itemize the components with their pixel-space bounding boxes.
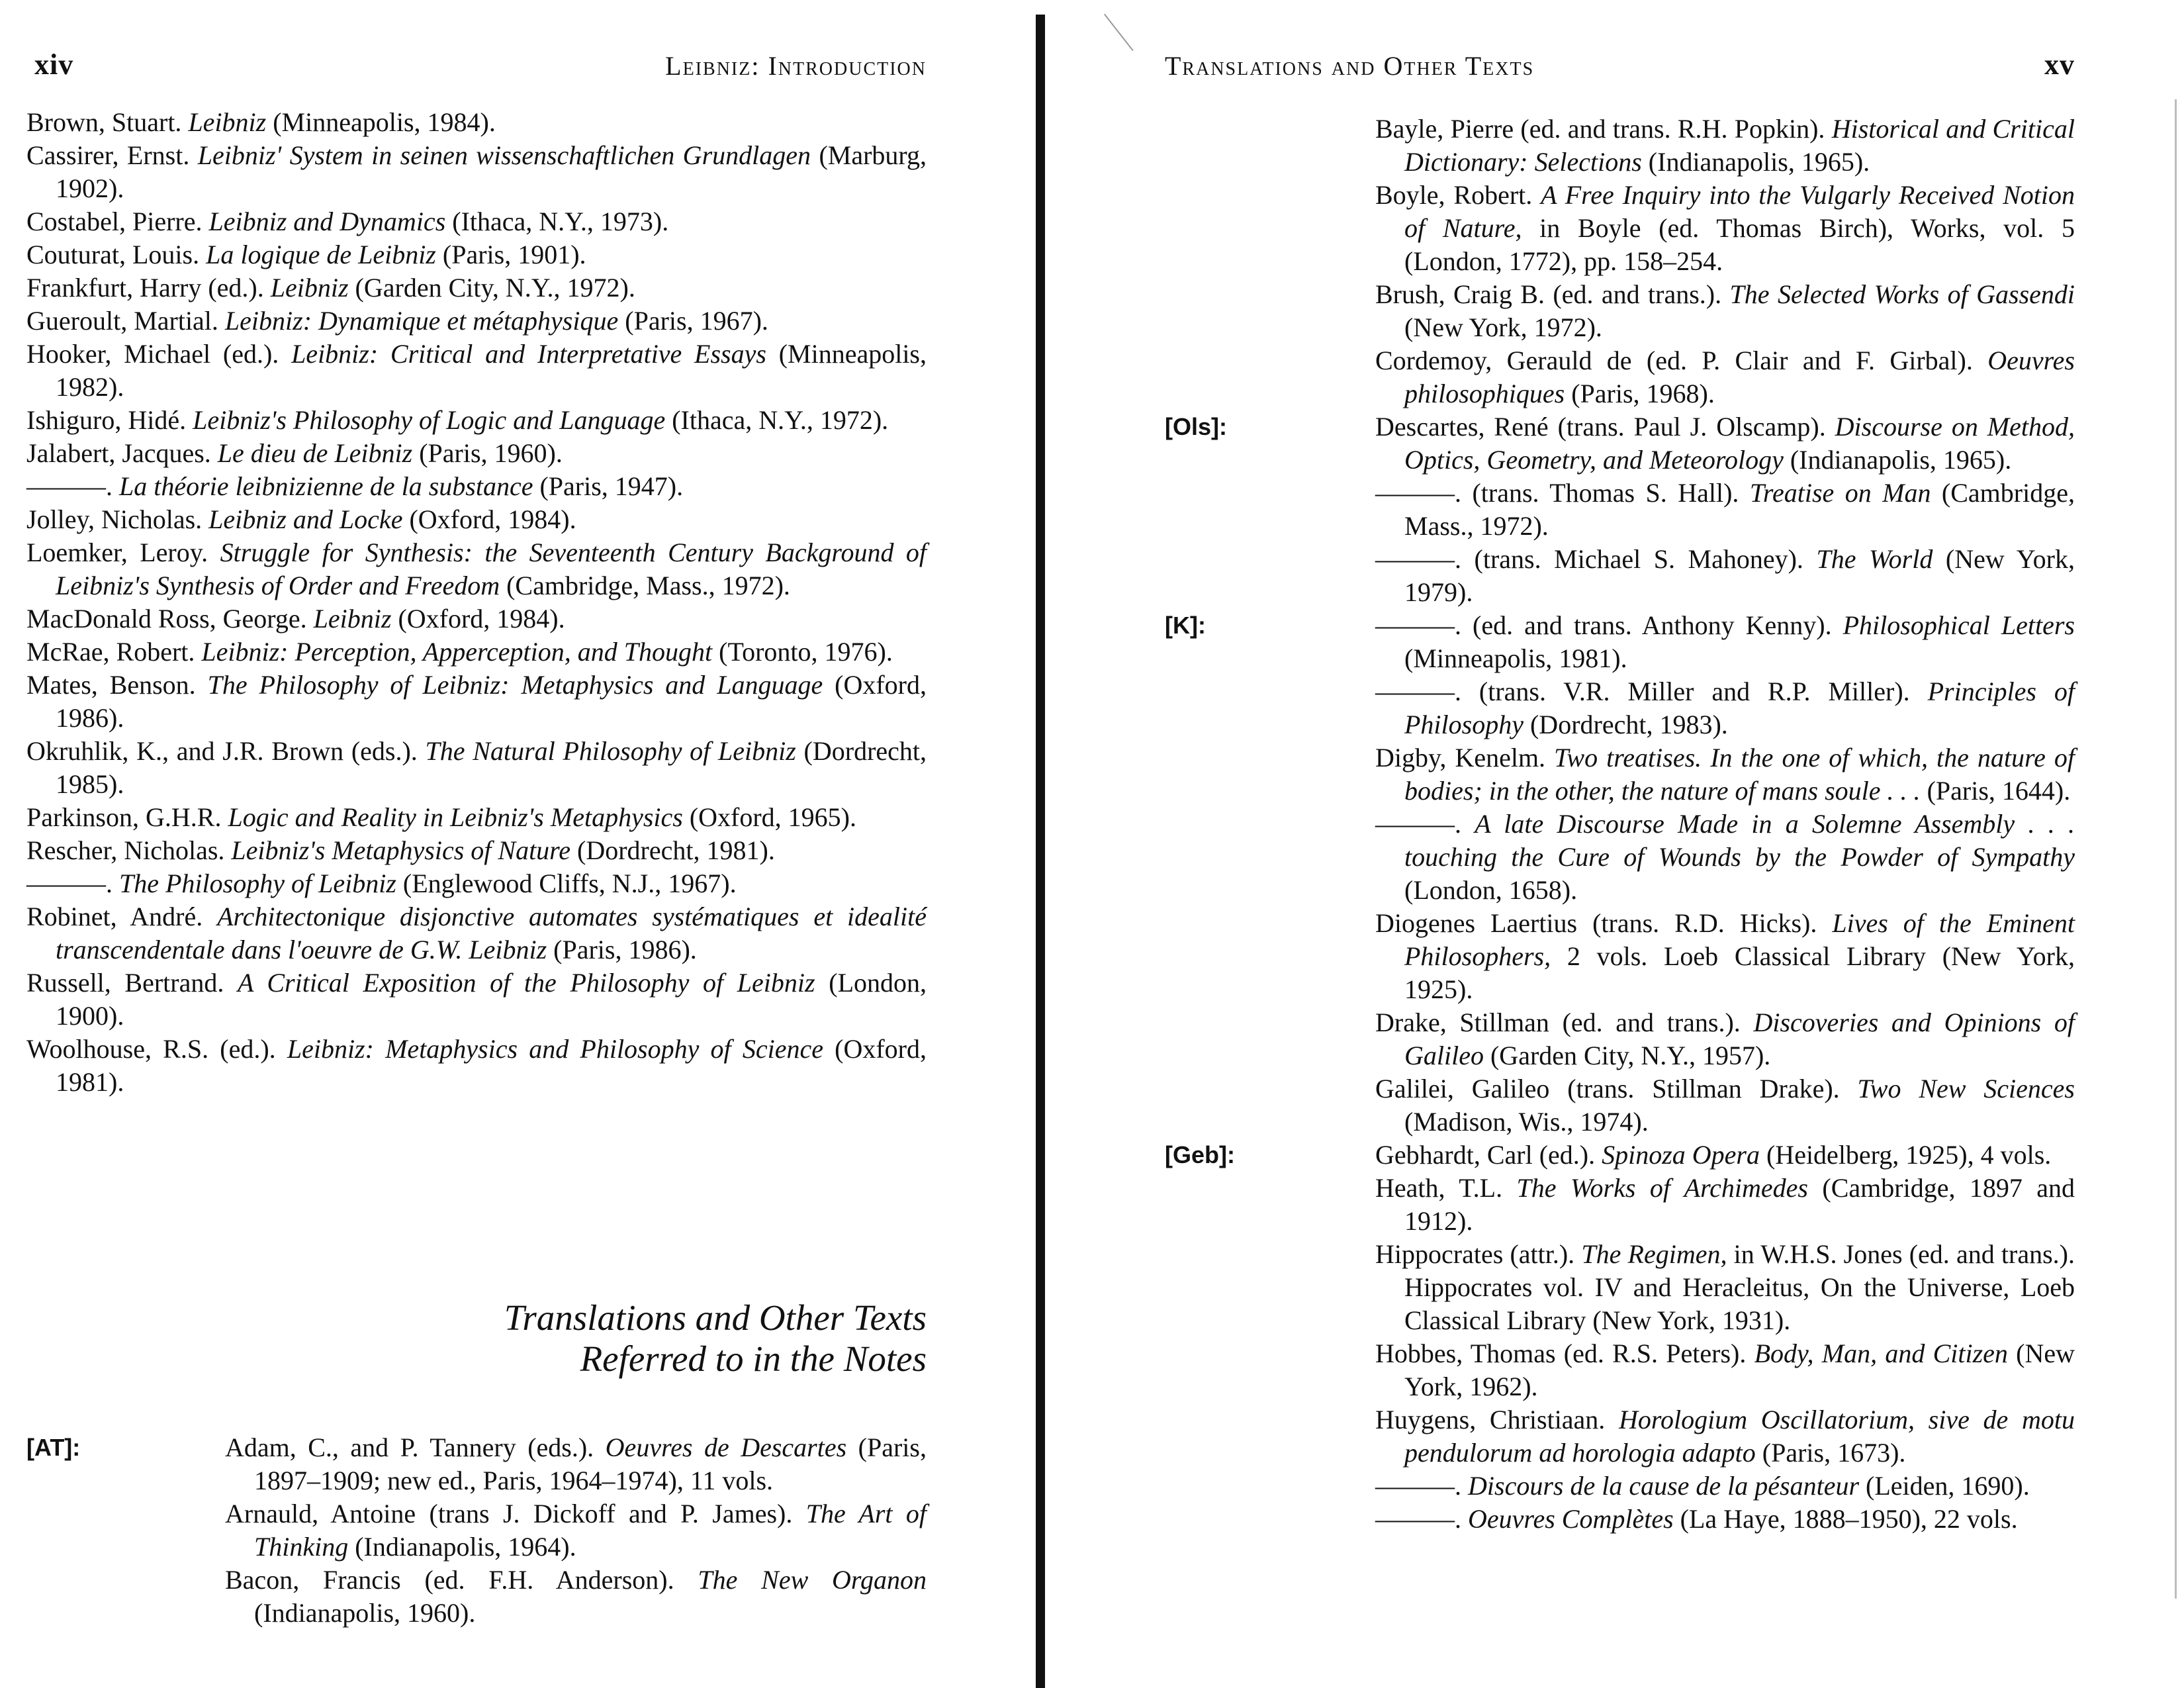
bibliography-entry <box>26 1033 927 1099</box>
entry-title: Two treatises. In the one of which, the nature of bodies; in the other, the nature of mans soule . . . <box>1404 743 2075 806</box>
right-page <box>1165 0 2075 1688</box>
entry-details: (Dordrecht, 1985). <box>56 736 927 799</box>
bibliography-entry <box>26 669 927 735</box>
entry-author: ———. (trans. V.R. Miller and R.P. Miller). <box>1375 677 1928 706</box>
bibliography-entry <box>26 503 927 536</box>
entry-title: Architectonique disjonctive automates systématiques et idealité transcendentale dans l'oeuvre de G.W. Leibniz <box>56 902 927 964</box>
entry-author: Loemker, Leroy. <box>26 538 220 567</box>
entry-details: (Englewood Cliffs, N.J., 1967). <box>396 868 737 898</box>
left-page <box>26 0 927 1688</box>
entry-title: The Natural Philosophy of Leibniz <box>425 736 796 766</box>
entry-title: Leibniz's Metaphysics of Nature <box>231 835 571 865</box>
entry-author: Cassirer, Ernst. <box>26 140 198 170</box>
bibliography-entry <box>1375 344 2075 410</box>
entry-author: Heath, T.L. <box>1375 1173 1517 1203</box>
entry-author: Rescher, Nicholas. <box>26 835 232 865</box>
entry-details: (Minneapolis, 1984). <box>266 107 496 137</box>
scan-mark <box>1104 14 1134 51</box>
entry-author: ———. <box>26 471 119 501</box>
entry-author: ———. <box>1375 809 1475 839</box>
entry-details: (Oxford, 1984). <box>391 604 565 633</box>
entry-title: Oeuvres de Descartes <box>605 1432 847 1462</box>
entry-author: Mates, Benson. <box>26 670 208 700</box>
entry-author: Descartes, René (trans. Paul J. Olscamp). <box>1375 412 1835 442</box>
entry-author: ———. <box>1375 1504 1468 1534</box>
bibliography-entry <box>1375 1238 2075 1337</box>
citation-key: [AT]: <box>26 1434 81 1461</box>
entry-details: (Cambridge, Mass., 1972). <box>500 571 790 600</box>
bibliography-entry <box>26 106 927 139</box>
bibliography-entry <box>26 867 927 900</box>
entry-details: (London, 1900). <box>56 968 927 1031</box>
page-number: xv <box>2044 48 2075 81</box>
entry-details: (Oxford, 1984). <box>402 504 576 534</box>
entry-details: in W.H.S. Jones (ed. and trans.). Hippocrates vol. IV and Heracleitus, On the Universe, Loeb Classical Library (New York, 1931). <box>1404 1239 2075 1335</box>
entry-author: Brown, Stuart. <box>26 107 189 137</box>
translations-list <box>1165 113 2075 1536</box>
bibliography-entry <box>26 536 927 602</box>
entry-details: (Indianapolis, 1960). <box>254 1598 476 1628</box>
entry-title: Leibniz <box>188 107 267 137</box>
entry-author: Diogenes Laertius (trans. R.D. Hicks). <box>1375 908 1833 938</box>
entry-title: Treatise on Man <box>1749 478 1931 508</box>
entry-title: Discours de la cause de la pésanteur <box>1468 1471 1860 1501</box>
entry-details: (Indianapolis, 1965). <box>1641 147 1870 177</box>
entry-author: Gebhardt, Carl (ed.). <box>1375 1140 1602 1170</box>
entry-title: Leibniz: Critical and Interpretative Essays <box>291 339 766 369</box>
entry-details: (Indianapolis, 1965). <box>1783 445 2012 475</box>
bibliography-entry <box>26 602 927 635</box>
entry-author: Drake, Stillman (ed. and trans.). <box>1375 1008 1754 1037</box>
entry-details: (Paris, 1897–1909; new ed., Paris, 1964–1974), 11 vols. <box>254 1432 927 1495</box>
entry-title: La logique de Leibniz <box>206 240 436 269</box>
entry-title: Body, Man, and Citizen <box>1754 1338 2008 1368</box>
bibliography-entry <box>26 801 927 834</box>
entry-details: (Minneapolis, 1982). <box>56 339 927 402</box>
entry-author: Ishiguro, Hidé. <box>26 405 193 435</box>
entry-details: (New York, 1962). <box>1404 1338 2075 1401</box>
entry-details: (Paris, 1986). <box>547 935 697 964</box>
entry-details: (Paris, 1644). <box>1920 776 2071 806</box>
entry-title: Two New Sciences <box>1857 1074 2075 1103</box>
entry-title: A Critical Exposition of the Philosophy of Leibniz <box>238 968 815 998</box>
entry-details: (Oxford, 1965). <box>682 802 856 832</box>
entry-details: (Indianapolis, 1964). <box>348 1532 576 1562</box>
entry-author: Parkinson, G.H.R. <box>26 802 228 832</box>
entry-title: Leibniz's Philosophy of Logic and Language <box>193 405 666 435</box>
entry-details: (Paris, 1968). <box>1565 379 1715 408</box>
bibliography-entry <box>1375 1006 2075 1072</box>
entry-details: (New York, 1979). <box>1404 544 2075 607</box>
entry-details: (Paris, 1947). <box>533 471 684 501</box>
bibliography-entry <box>1375 113 2075 179</box>
bibliography-entry <box>26 205 927 238</box>
translations-list <box>26 1431 927 1630</box>
entry-title: Principles of Philosophy <box>1404 677 2075 739</box>
entry-author: Russell, Bertrand. <box>26 968 238 998</box>
entry-title: Leibniz: Perception, Apperception, and Thought <box>201 637 713 667</box>
entry-title: The Selected Works of Gassendi <box>1729 279 2075 309</box>
bibliography-entry <box>26 635 927 669</box>
citation-key: [Geb]: <box>1165 1141 1235 1168</box>
entry-author: Brush, Craig B. (ed. and trans.). <box>1375 279 1730 309</box>
running-head <box>1165 48 2075 87</box>
bibliography-entry <box>1165 609 2075 675</box>
bibliography-entry <box>1375 278 2075 344</box>
section-heading-line: Referred to in the Notes <box>580 1338 927 1379</box>
bibliography-entry <box>26 735 927 801</box>
bibliography-entry <box>1375 1503 2075 1536</box>
citation-key: [K]: <box>1165 612 1206 639</box>
bibliography-entry <box>1375 907 2075 1006</box>
bibliography-entry <box>225 1564 927 1630</box>
entry-author: Bayle, Pierre (ed. and trans. R.H. Popkin). <box>1375 114 1832 144</box>
bibliography-entry <box>26 271 927 305</box>
entry-author: Couturat, Louis. <box>26 240 206 269</box>
page-edge-rule <box>2175 99 2177 1599</box>
bibliography-entry <box>1375 1403 2075 1470</box>
entry-author: ———. (trans. Thomas S. Hall). <box>1375 478 1750 508</box>
entry-title: Leibniz <box>270 273 349 303</box>
bibliography-entry <box>1165 410 2075 477</box>
entry-details: (Cambridge, 1897 and 1912). <box>1404 1173 2075 1236</box>
entry-details: (Dordrecht, 1981). <box>570 835 775 865</box>
entry-author: Costabel, Pierre. <box>26 207 209 236</box>
entry-title: The Art of Thinking <box>254 1499 927 1562</box>
entry-title: Leibniz: Dynamique et métaphysique <box>224 306 619 336</box>
entry-author: ———. (ed. and trans. Anthony Kenny). <box>1375 610 1843 640</box>
bibliography-entry <box>1375 1470 2075 1503</box>
entry-title: Oeuvres Complètes <box>1468 1504 1674 1534</box>
entry-author: Digby, Kenelm. <box>1375 743 1555 773</box>
entry-details: (Cambridge, Mass., 1972). <box>1404 478 2075 541</box>
bibliography-entry <box>1375 1337 2075 1403</box>
bibliography-list <box>26 106 927 1099</box>
bibliography-entry <box>1375 179 2075 278</box>
entry-author: Hooker, Michael (ed.). <box>26 339 292 369</box>
entry-title: Le dieu de Leibniz <box>217 438 413 468</box>
entry-details: (Oxford, 1986). <box>56 670 927 733</box>
entry-author: Gueroult, Martial. <box>26 306 225 336</box>
bibliography-entry <box>26 404 927 437</box>
entry-details: (Paris, 1960). <box>412 438 563 468</box>
entry-title: Horologium Oscillatorium, sive de motu pendulorum ad horologia adapto <box>1404 1405 2075 1468</box>
entry-details: (La Haye, 1888–1950), 22 vols. <box>1673 1504 2018 1534</box>
entry-title: Leibniz' System in seinen wissenschaftlichen Grundlagen <box>197 140 811 170</box>
entry-title: Leibniz: Metaphysics and Philosophy of Science <box>287 1034 823 1064</box>
entry-details: (Oxford, 1981). <box>56 1034 927 1097</box>
entry-author: Hobbes, Thomas (ed. R.S. Peters). <box>1375 1338 1754 1368</box>
entry-details: (London, 1658). <box>1404 875 1578 905</box>
bibliography-entry <box>225 1497 927 1564</box>
entry-author: Adam, C., and P. Tannery (eds.). <box>225 1432 606 1462</box>
section-heading <box>504 1297 927 1380</box>
entry-author: Okruhlik, K., and J.R. Brown (eds.). <box>26 736 426 766</box>
entry-author: Hippocrates (attr.). <box>1375 1239 1582 1269</box>
entry-details: (Ithaca, N.Y., 1973). <box>445 207 669 236</box>
entry-author: Woolhouse, R.S. (ed.). <box>26 1034 287 1064</box>
entry-author: Jalabert, Jacques. <box>26 438 218 468</box>
entry-author: McRae, Robert. <box>26 637 202 667</box>
entry-author: ———. (trans. Michael S. Mahoney). <box>1375 544 1817 574</box>
entry-author: Galilei, Galileo (trans. Stillman Drake). <box>1375 1074 1858 1103</box>
bibliography-entry <box>1375 808 2075 907</box>
entry-details: (Garden City, N.Y., 1957). <box>1483 1041 1771 1070</box>
entry-title: Struggle for Synthesis: the Seventeenth Century Background of Leibniz's Synthesis of Order and Freedom <box>56 538 927 600</box>
entry-title: La théorie leibnizienne de la substance <box>119 471 533 501</box>
bibliography-entry <box>1375 1172 2075 1238</box>
entry-title: Logic and Reality in Leibniz's Metaphysics <box>228 802 683 832</box>
bibliography-entry <box>26 834 927 867</box>
bibliography-entry <box>1375 675 2075 741</box>
entry-author: ———. <box>26 868 119 898</box>
entry-author: Jolley, Nicholas. <box>26 504 209 534</box>
entry-details: (Garden City, N.Y., 1972). <box>348 273 635 303</box>
page-number: xiv <box>34 48 74 81</box>
bibliography-entry <box>26 305 927 338</box>
entry-title: The World <box>1816 544 1933 574</box>
entry-title: Leibniz and Locke <box>208 504 403 534</box>
bibliography-entry <box>26 437 927 470</box>
section-heading-line: Translations and Other Texts <box>504 1297 927 1338</box>
bibliography-entry <box>1375 741 2075 808</box>
entry-title: The Philosophy of Leibniz: Metaphysics and Language <box>207 670 823 700</box>
entry-author: Boyle, Robert. <box>1375 180 1541 210</box>
entry-details: (Madison, Wis., 1974). <box>1404 1107 1649 1137</box>
bibliography-entry <box>26 1431 927 1497</box>
bibliography-entry <box>1375 543 2075 609</box>
citation-key: [Ols]: <box>1165 413 1227 440</box>
bibliography-entry <box>26 238 927 271</box>
running-head <box>26 48 927 87</box>
entry-title: Discoveries and Opinions of Galileo <box>1404 1008 2075 1070</box>
entry-details: (New York, 1972). <box>1404 312 1602 342</box>
entry-title: Lives of the Eminent Philosophers, <box>1404 908 2075 971</box>
bibliography-entry <box>26 470 927 503</box>
entry-author: Robinet, André. <box>26 902 218 931</box>
entry-details: (Dordrecht, 1983). <box>1523 710 1728 739</box>
entry-title: Leibniz and Dynamics <box>208 207 446 236</box>
entry-details: (Marburg, 1902). <box>56 140 927 203</box>
entry-title: A late Discourse Made in a Solemne Assembly . . . touching the Cure of Wounds by the Powder of Sympathy <box>1404 809 2075 872</box>
entry-details: (Paris, 1673). <box>1755 1438 1906 1468</box>
entry-details: (Leiden, 1690). <box>1859 1471 2030 1501</box>
bibliography-entry <box>1375 1072 2075 1139</box>
entry-title: Philosophical Letters <box>1843 610 2075 640</box>
entry-title: Historical and Critical Dictionary: Selections <box>1404 114 2075 177</box>
entry-details: in Boyle (ed. Thomas Birch), Works, vol. 5 (London, 1772), pp. 158–254. <box>1404 213 2075 276</box>
bibliography-entry <box>1375 477 2075 543</box>
bibliography-entry <box>26 139 927 205</box>
bibliography-entry <box>26 966 927 1033</box>
entry-title: Spinoza Opera <box>1602 1140 1760 1170</box>
entry-author: Huygens, Christiaan. <box>1375 1405 1619 1434</box>
entry-title: The New Organon <box>698 1565 927 1595</box>
entry-title: Oeuvres philosophiques <box>1404 346 2075 408</box>
entry-details: (Paris, 1901). <box>435 240 586 269</box>
entry-author: Frankfurt, Harry (ed.). <box>26 273 271 303</box>
entry-title: Discourse on Method, Optics, Geometry, and Meteorology <box>1404 412 2075 475</box>
entry-author: MacDonald Ross, George. <box>26 604 314 633</box>
entry-details: (Minneapolis, 1981). <box>1404 643 1627 673</box>
entry-details: (Paris, 1967). <box>618 306 768 336</box>
entry-author: Cordemoy, Gerauld de (ed. P. Clair and F. Girbal). <box>1375 346 1988 375</box>
bibliography-entry <box>26 338 927 404</box>
entry-author: Arnauld, Antoine (trans J. Dickoff and P. James). <box>225 1499 806 1528</box>
entry-details: 2 vols. Loeb Classical Library (New York, 1925). <box>1404 941 2075 1004</box>
entry-author: ———. <box>1375 1471 1468 1501</box>
entry-title: A Free Inquiry into the Vulgarly Received Notion of Nature, <box>1404 180 2075 243</box>
entry-details: (Ithaca, N.Y., 1972). <box>665 405 889 435</box>
entry-details: (Heidelberg, 1925), 4 vols. <box>1759 1140 2052 1170</box>
running-head-title: Translations and Other Texts <box>1165 51 1535 81</box>
running-head-title: Leibniz: Introduction <box>665 51 927 81</box>
bibliography-entry <box>26 900 927 966</box>
entry-author: Bacon, Francis (ed. F.H. Anderson). <box>225 1565 698 1595</box>
book-gutter <box>1036 15 1045 1688</box>
entry-details: (Toronto, 1976). <box>712 637 893 667</box>
bibliography-entry <box>1165 1139 2075 1172</box>
entry-title: The Works of Archimedes <box>1516 1173 1808 1203</box>
entry-title: The Regimen, <box>1581 1239 1727 1269</box>
entry-title: The Philosophy of Leibniz <box>119 868 396 898</box>
entry-title: Leibniz <box>313 604 392 633</box>
